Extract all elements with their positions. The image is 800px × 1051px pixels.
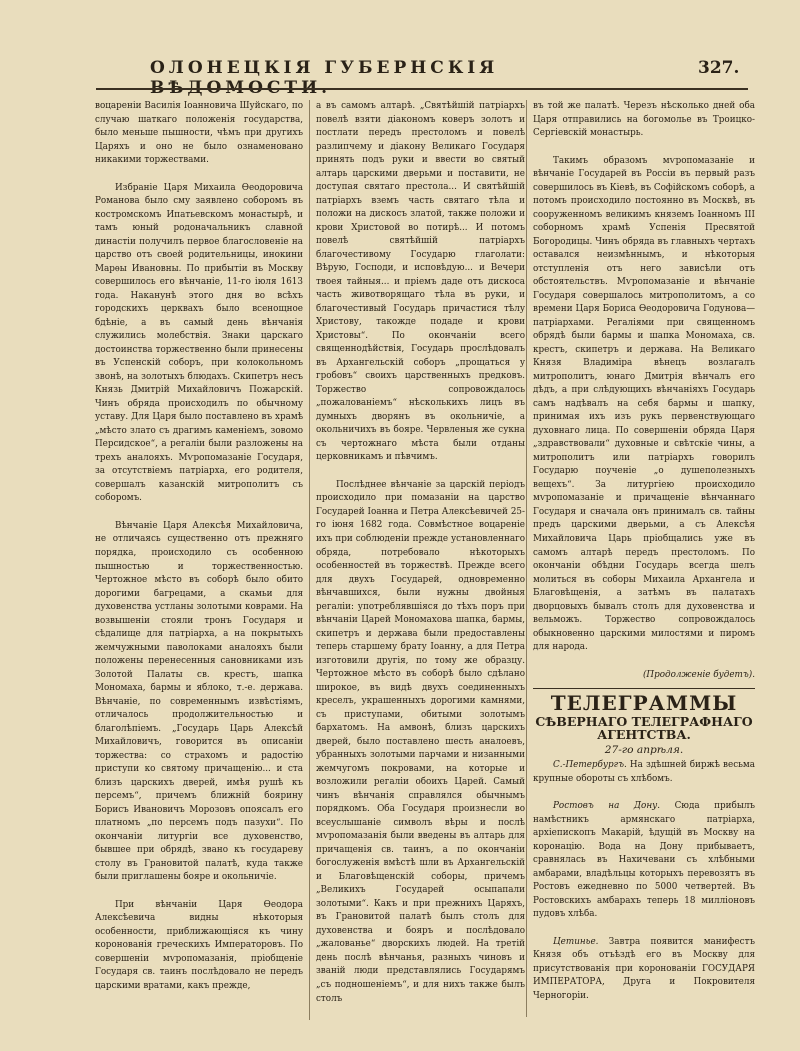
telegram-text: На здѣшней биржѣ весьма крупные обороты съ хлѣбомъ. <box>533 760 755 784</box>
telegram-agency: СѢВЕРНАГО ТЕЛЕГРАФНАГО АГЕНТСТВА. <box>535 713 753 743</box>
telegram-item <box>533 759 755 786</box>
page-number: 327. <box>698 58 740 78</box>
telegram-heading: ТЕЛЕГРАММЫ <box>550 691 738 716</box>
paragraph: Послѣднее вѣнчаніе за царскій періодъ происходило при помазаніи на царство Государей Іоанна и Петра Алексѣевичей 25-го іюня 1682 года. Совмѣстное воцареніе ихъ при соблюденіи прежде установленнаго обряда, потребовало нѣкоторыхъ особенностей въ торжествѣ. Прежде всего для двухъ Государей, одновременно вѣнчавшихся, были нужны двойныя регаліи: употреблявшіяся до тѣхъ поръ при вѣнчаніи Царей Мономахова шапка, бармы, скипетръ и держава были предоставлены теперь старшему брату Іоанну, а для Петра изготовили другія, по тому же образцу. Чертожное мѣсто въ соборѣ было сдѣлано широкое, въ видѣ двухъ соединенныхъ креселъ, украшенныхъ дорогими камнями, съ приступами, обитыми золотымъ бархатомъ. На амвонѣ, близъ царскихъ дверей, было поставлено шесть аналоевъ, убранныхъ золотыми парчами и низанными жемчугомъ покровами, на которые и возложили регаліи обоихъ Царей. Самый чинъ вѣнчанія справлялся обычнымъ порядкомъ. Оба Государя произнесли во всеуслышаніе символъ вѣры и послѣ мѵропомазанія были введены въ алтарь для причащенія св. таинъ, а по окончаніи богослуженія вмѣстѣ шли въ Архангельскій и Благовѣщенскій соборы, причемъ „Великихъ Государей осыпапали золотыми“. Какъ и при прежнихъ Царяхъ, въ Грановитой палатѣ былъ столъ для духовенства и бояръ и послѣдовало „жалованье“ дворскихъ людей. На третій день послѣ вѣнчанья, разныхъ чиновъ и званій люди представлялись Государямъ „съ подношеніемъ“, и для нихъ также былъ столъ <box>316 479 525 1004</box>
telegram-item <box>533 800 755 922</box>
telegram-text: Завтра появится манифестъ Князя объ отъѣздѣ его въ Москву для присутствованія при коронованіи ГОСУДАРЯ ИМПЕРАТОРА, Друга и Покровителя Черногоріи. <box>533 936 755 1001</box>
paragraph: въ той же палатѣ. Черезъ нѣсколько дней оба Царя отправились на богомолье въ Троицко-Сергіевскій монастырь. <box>533 101 755 139</box>
telegram-location: Ростовъ на Дону. <box>553 801 661 812</box>
telegram-location: С.-Петербургъ. <box>553 760 627 771</box>
continued-note: (Продолженіе будетъ). <box>642 669 755 680</box>
column-right <box>526 100 755 1017</box>
paragraph: а въ самомъ алтарѣ. „Святѣйшій патріархъ повелѣ взяти діакономъ коверъ золотъ и постлати передъ престоломъ и повелѣ разлипчему и діакону Великаго Государя принять подъ руки и ввести во святый алтарь царскими дверьми и поставити, не доступая святаго престола... И святѣйшій патріархъ вземъ часть святаго тѣла и положи на дискосъ златой, также положи и крови Христовой во потирѣ... И потомъ повелѣ святѣйшій патріархъ благочестивому Государю глаголати: Вѣрую, Господи, и исповѣдую... и Вечери твоея тайныя... и пріемъ даде отъ дискоса часть животворящаго тѣла въ руки, и благочестивый Государь причастися тѣлу Христову, такожде подаде и крови Христовы“. По окончаніи всего священнодѣйствія, Государь прослѣдовалъ въ Архангельскій соборъ „прощаться у гробовъ“ своихъ царственныхъ предковъ. Торжество сопровождалось „пожалованіемъ“ нѣсколькихъ лицъ въ думныхъ дворянъ въ окольничіе, а окольничихъ въ бояре. Червленыя же сукна съ чертожнаго мѣста были отданы церковникамъ и пѣвчимъ. <box>316 101 525 463</box>
section-rule <box>533 688 755 689</box>
telegram-location: Цетинье. <box>553 936 599 947</box>
column-left <box>95 100 303 1007</box>
paragraph: При вѣнчаніи Царя Ѳеодора Алексѣевича видны нѣкоторыя особенности, приближающіяся къ чину коронованія греческихъ Императоровъ. По совершеніи мѵропомазанія, пріобщеніе Государя св. таинъ послѣдовало не передъ царскими вратами, какъ прежде, <box>95 899 303 991</box>
header-rule <box>96 88 748 90</box>
paragraph: Вѣнчаніе Царя Алексѣя Михайловича, не отличаясь существенно отъ прежняго порядка, происходило съ особенною пышностью и торжественностью. Чертожное мѣсто въ соборѣ было обито дорогими багрецами, а скамьи для духовенства устланы золотыми коврами. На возвышеніи стояли тронъ Государя и сѣдалище для патріарха, а на покрытыхъ жемчужными паволоками аналояхъ были положены перенесенныя сановниками изъ Золотой Палаты св. крестъ, шапка Мономаха, бармы и яблоко, т.-е. держава. Вѣнчаніе, по современнымъ извѣстіямъ, отличалось продолжительностью и благолѣпіемъ. „Государь Царь Алексѣй Михайловичъ, говорится въ описаніи торжества: со страхомъ и радостію приступи ко святому причащенію... и ста близъ царскихъ дверей, имѣя рушѣ къ персемъ“, причемъ ближній боярину Борисъ Ивановичъ Морозовъ опоясалъ его платномъ „по персемъ подъ пазухи“. По окончаніи литургіи все духовенство, бывшее при обрядѣ, звано къ государеву столу въ Грановитой палатѣ, куда также были приглашены бояре и окольничіе. <box>95 520 303 883</box>
running-head: ОЛОНЕЦКІЯ ГУБЕРНСКІЯ ВѢДОМОСТИ. <box>150 58 499 98</box>
telegram-item <box>533 936 755 1004</box>
telegram-date: 27-го апрѣля. <box>604 743 684 756</box>
paragraph: воцареніи Василія Іоанновича Шуйскаго, по случаю шаткаго положенія государства, было меньше пышности, чѣмъ при другихъ Царяхъ и оно не было ознаменовано никакими торжествами. <box>95 101 303 166</box>
paragraph: Такимъ образомъ мѵропомазаніе и вѣнчаніе Государей въ Россіи въ первый разъ совершилось въ Кіевѣ, въ Софійскомъ соборѣ, а потомъ происходило постоянно въ Москвѣ, въ сооруженномъ великимъ княземъ Іоанномъ III соборномъ храмѣ Успенія Пресвятой Богородицы. Чинъ обряда въ главныхъ чертахъ оставался неизмѣннымъ, и нѣкоторыя отступленія отъ него зависѣли отъ обстоятельствъ. Мѵропомазаніе и вѣнчаніе Государя совершалось митрополитомъ, а со времени Царя Бориса Ѳеодоровича Годунова—патріархами. Регаліями при священномъ обрядѣ были бармы и шапка Мономаха, св. крестъ, скипетръ и держава. На Великаго Князя Владиміра вѣнецъ возлагалъ митрополитъ, юнаго Дмитрія вѣнчалъ его дѣдъ, а при слѣдующихъ вѣнчаніяхъ Государь самъ надѣвалъ на себя бармы и шапку, принимая ихъ изъ рукъ первенствующаго духовнаго лица. По совершеніи обряда Царя „здравствовали“ духовные и свѣтскіе чины, а митрополитъ или патріархъ говорилъ Государю поученіе „о душеполезныхъ вещехъ“. За литургіею происходило мѵропомазаніе и причащеніе вѣнчаннаго Государя и сначала онъ принималъ св. тайны предъ царскими дверьми, а съ Алексѣя Михайловича Царь пріобщались уже въ самомъ алтарѣ передъ престоломъ. По окончаніи обѣдни Государь всегда шелъ молиться въ соборы Михаила Архангела и Благовѣщенія, а затѣмъ въ палатахъ дворцовыхъ бывалъ столъ для духовенства и вельможъ. Торжество сопровождалось обыкновенно царскими милостями и пиромъ для народа. <box>533 155 755 653</box>
telegram-text: Сюда прибылъ намѣстникъ армянскаго патріарха, архіепископъ Макарій, ѣдущій въ Москву на коронацію. Вода на Дону прибываетъ, сравнялась въ Нахичевани съ хлѣбными амбарами, владѣльцы которыхъ перевозятъ въ Ростовъ ежедневно по 5000 четвертей. Въ Ростовскихъ амбарахъ теперь 18 милліоновъ пудовъ хлѣба. <box>533 801 756 920</box>
paragraph: Избраніе Царя Михаила Ѳеодоровича Романова было сму заявлено соборомъ въ костромскомъ Ипатьевскомъ монастырѣ, и тамъ юный родоначальникъ славной династіи получилъ первое благословеніе на царство отъ своей родительницы, инокини Марѳы Ивановны. По прибытіи въ Москву совершилось его вѣнчаніе, 11-го іюля 1613 года. Наканунѣ этого дня во всѣхъ городскихъ церквахъ было всенощное бдѣніе, а въ самый день вѣнчанія служились молебствія. Знаки царскаго достоинства торжественно были принесены въ Успенскій соборъ, при колокольномъ звонѣ, на золотыхъ блюдахъ. Скипетръ несъ Князь Дмитрій Михайловичъ Пожарскій. Чинъ обряда происходилъ по обычному уставу. Для Царя было поставлено въ храмѣ „мѣсто злато съ драгимъ каменіемъ, зовомо Персидское“, а регаліи были разложены на трехъ аналояхъ. Мѵропомазаніе Государя, за отсутствіемъ патріарха, его родителя, совершалъ казанскій митрополитъ съ соборомъ. <box>95 182 303 504</box>
column-middle <box>309 100 525 1020</box>
